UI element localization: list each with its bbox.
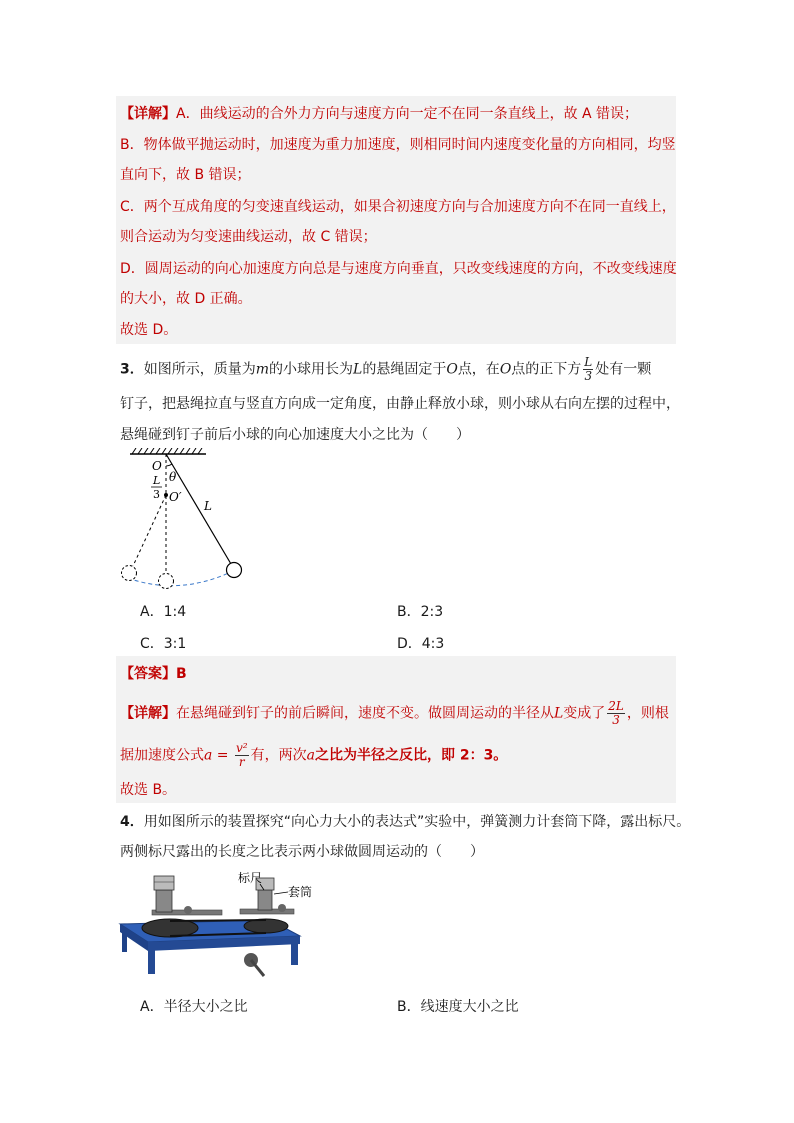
- q4-option-b[interactable]: B．线速度大小之比: [397, 999, 519, 1015]
- q2-detail-line-d2: 的大小，故 D 正确。: [120, 291, 252, 307]
- apparatus-leg-front-left: [148, 950, 155, 974]
- theta-arc: [166, 464, 172, 466]
- q4-apparatus-figure: [118, 864, 328, 984]
- q2-detail-line-a: 【详解】A．曲线运动的合外力方向与速度方向一定不在同一条直线上，故 A 错误；: [120, 106, 639, 122]
- label-frac-den: 3: [153, 488, 160, 501]
- belt: [170, 920, 266, 921]
- label-ruler: 标尺: [238, 871, 263, 885]
- label-frac-num: L: [153, 474, 161, 487]
- q2-detail-line-b1: B．物体做平抛运动时，加速度为重力加速度，则相同时间内速度变化量的方向相同，均竖: [120, 137, 676, 153]
- q3-option-b[interactable]: B．2:3: [397, 604, 444, 620]
- q2-detail-line-b2: 直向下，故 B 错误；: [120, 167, 251, 183]
- label-o: O: [152, 459, 162, 473]
- nail-dot: [164, 493, 168, 497]
- sleeve-left-top: [154, 876, 174, 890]
- q3-option-c[interactable]: C．3:1: [140, 636, 187, 652]
- label-l: L: [204, 499, 212, 513]
- q4-option-a[interactable]: A．半径大小之比: [140, 999, 248, 1015]
- q2-detail-line-c1: C．两个互成角度的匀变速直线运动，如果合初速度方向与合加速度方向不在同一直线上，: [120, 199, 676, 215]
- q3-detail-line-1: 【详解】在悬绳碰到钉子的前后瞬间，速度不变。做圆周运动的半径从L变成了 $\frac{2L}{3}$ ，则根: [120, 699, 669, 727]
- q3-stem-line-3: 悬绳碰到钉子前后小球的向心加速度大小之比为（ ）: [120, 427, 470, 443]
- q3-detail-fraction-2l-over-3: $\frac{2L}{3}$: [608, 699, 624, 727]
- ball-right: [227, 563, 242, 578]
- apparatus-leg-back-left: [122, 930, 127, 952]
- ceiling-hatch: [132, 448, 202, 454]
- dashed-string-left: [133, 495, 166, 566]
- swing-arc: [128, 572, 231, 586]
- label-theta: θ: [169, 470, 177, 484]
- q2-conclusion: 故选 D。: [120, 322, 178, 338]
- label-sleeve: 套筒: [288, 885, 313, 899]
- small-ball-right: [278, 904, 286, 912]
- q4-stem-line-2: 两侧标尺露出的长度之比表示两小球做圆周运动的（ ）: [120, 844, 484, 860]
- q2-detail-line-c2: 则合运动为匀变速曲线运动，故 C 错误；: [120, 229, 377, 245]
- small-ball-left: [184, 906, 192, 914]
- sleeve-left-base: [156, 890, 172, 912]
- q3-stem-line-1: 3．如图所示，质量为m的小球用长为L的悬绳固定于O点，在O点的正下方 $\frac{L}{3}$ 处有一颗: [120, 355, 652, 383]
- q3-conclusion: 故选 B。: [120, 782, 177, 798]
- apparatus-leg-front-right: [291, 943, 298, 965]
- label-o-prime: O′: [169, 490, 182, 504]
- q3-option-a[interactable]: A．1:4: [140, 604, 187, 620]
- ball-bottom-dashed: [159, 574, 174, 589]
- q3-fraction-l-over-3: $\frac{L}{3}$: [584, 355, 593, 383]
- q4-stem-line-1: 4．用如图所示的装置探究“向心力大小的表达式”实验中，弹簧测力计套筒下降，露出标尺。: [120, 814, 691, 830]
- q3-detail-fraction-v2-over-r: $\frac{\text{v²}}{r}$: [236, 741, 248, 769]
- sleeve-right-base: [258, 890, 272, 910]
- ball-left-dashed: [122, 566, 137, 581]
- label-sleeve-leader: [274, 892, 288, 894]
- q3-stem-line-2: 钉子，把悬绳拉直与竖直方向成一定角度，由静止释放小球，则小球从右向左摆的过程中，: [120, 396, 680, 412]
- q2-detail-line-d1: D．圆周运动的向心加速度方向总是与速度方向垂直，只改变线速度的方向，不改变线速度: [120, 261, 677, 277]
- q3-pendulum-figure: [118, 448, 248, 594]
- q3-answer: 【答案】B: [120, 666, 187, 682]
- q3-detail-line-2: 据加速度公式a = $\frac{\text{v²}}{r}$ 有，两次a之比为半径之反比，即 2：3。: [120, 741, 508, 769]
- q3-answer-shade: [116, 656, 676, 803]
- q3-option-d[interactable]: D．4:3: [397, 636, 445, 652]
